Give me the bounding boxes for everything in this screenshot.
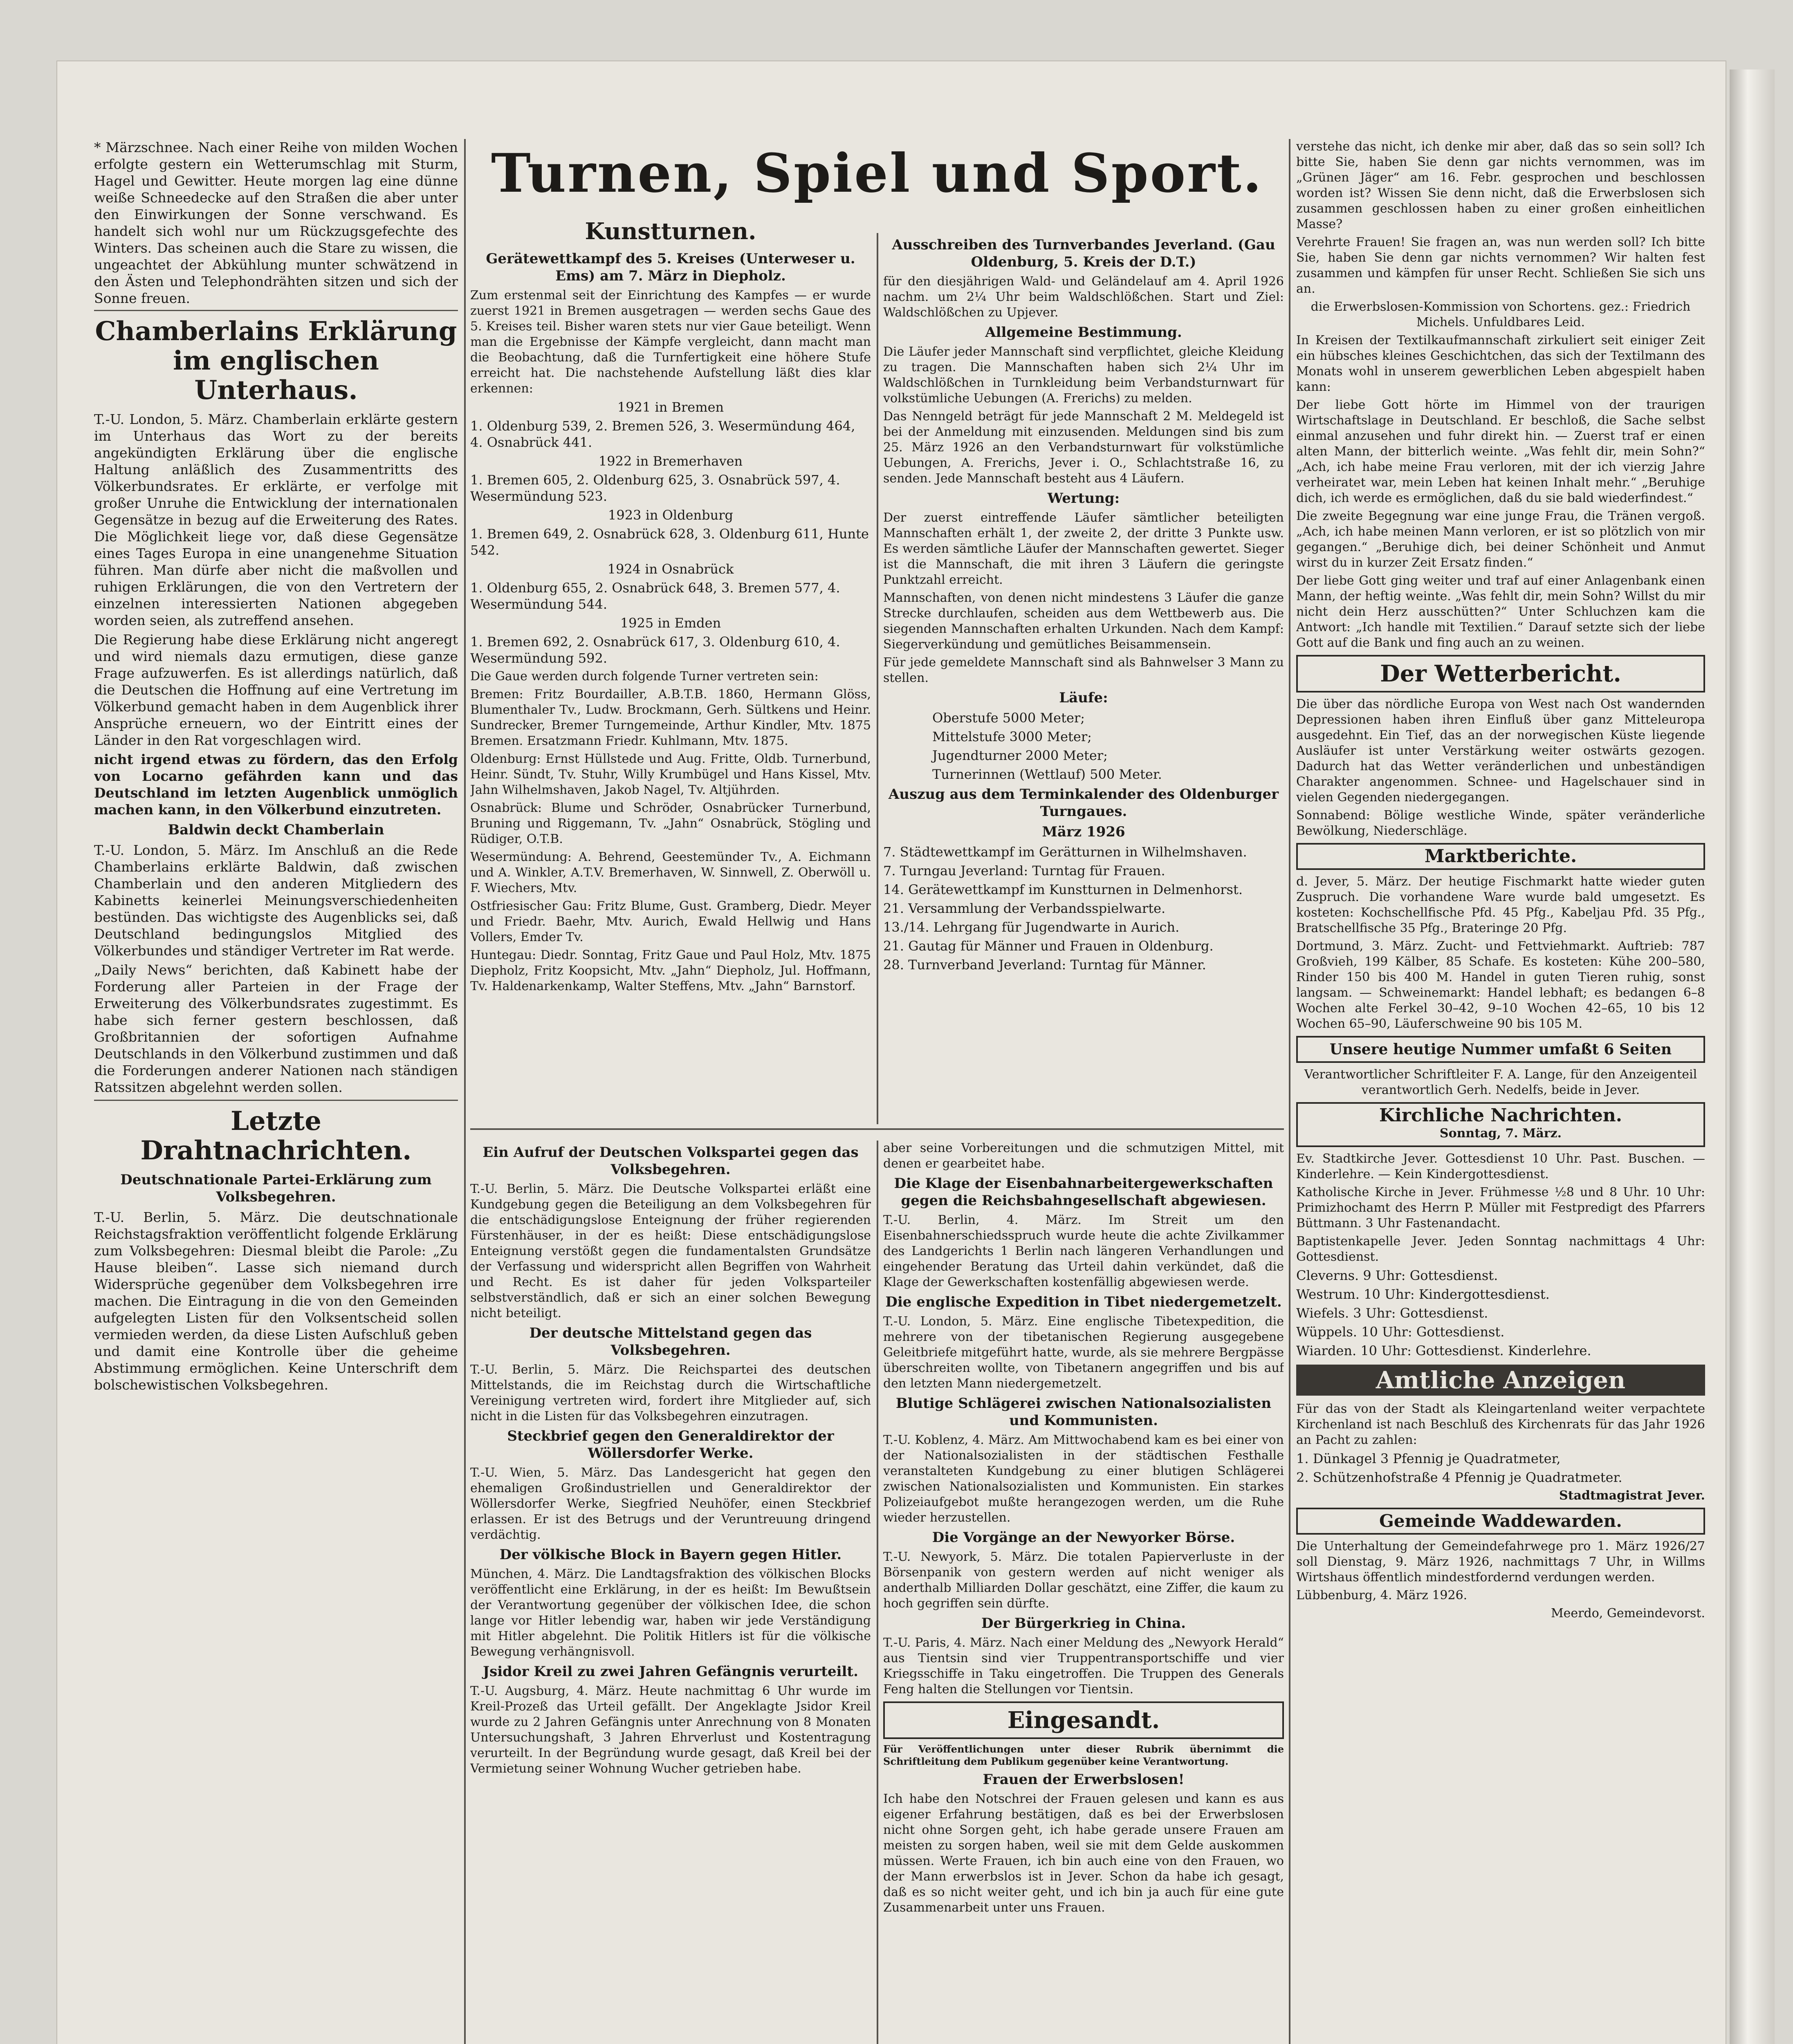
column-rule — [877, 233, 878, 1124]
headline-eingesandt: Eingesandt. — [1007, 1707, 1160, 1734]
headline-eisenbahn: Die Klage der Eisenbahnarbeitergewerkschaften gegen die Reichsbahngesellschaft abgewiesen. — [894, 1175, 1273, 1209]
article-turnverband: für den diesjährigen Wald- und Geländelauf am 4. April 1926 nachm. um 2¼ Uhr beim Waldschlößchen. Start und Ziel: Waldschlößchen zu Upjever. — [883, 274, 1284, 320]
section-rule — [470, 1128, 1284, 1130]
article-schlaegerei: T.-U. Koblenz, 4. März. Am Mittwochabend kam es bei einer von der Nationalsozialisten in der städtischen Festhalle veranstalteten Kundgebung zu einer blutigen Schlägerei zwischen Nationalsozialisten und Kommunisten. Ein starkes Polizeiaufgebot mußte herangezogen werden, um die Ruhe wieder herzustellen. — [883, 1433, 1284, 1525]
kirche-stadtkirche: Ev. Stadtkirche Jever. Gottesdienst 10 Uhr. Past. Buschen. — Kinderlehre. — Kein Kindergottesdienst. — [1296, 1152, 1705, 1181]
column-3 — [1296, 139, 1705, 2044]
news-snow: * Märzschnee. Nach einer Reihe von milden Wochen erfolgte gestern ein Wetterumschlag mit Sturm, Hagel und Gewitter. Heute morgen lag eine dünne weiße Schneedecke auf den Straßen die aber unter den Einwirkungen der Sonne verschwand. Es handelt sich wohl nur um Rückzugsgefechte des Winters. Das scheinen auch die Stare zu wissen, die ungeachtet der Abkühlung munter schwätzend in den Ästen und Telephondrähten sitzen und sich der Sonne freuen. — [94, 139, 458, 306]
result-line: 1. Oldenburg 539, 2. Bremen 526, 3. Wesermündung 464, 4. Osnabrück 441. — [470, 418, 855, 450]
team-bremen: Bremen: Fritz Bourdailler, A.B.T.B. 1860, Hermann Glöss, Blumenthaler Tv., Ludw. Brockmann, Gerh. Sültkens und Heinr. Sundrecker, Bremer Turngemeinde, Arthur Kindler, Mtv. 1875 Bremen. Ersatzmann Friedr. Kuhlmann, Mtv. 1875. — [470, 687, 871, 748]
wetter-box — [1296, 655, 1705, 693]
article-frauen-cont-2: Verehrte Frauen! Sie fragen an, was nun werden soll? Ich bitte Sie, haben Sie denn gar nichts vernommen? Wir halten fest zusammen und kämpfen für unser Recht. Schließen Sie sich uns an. — [1296, 235, 1705, 296]
headline-amtliche: Amtliche Anzeigen — [1296, 1365, 1705, 1396]
run-item: Mittelstufe 3000 Meter; — [932, 729, 1092, 744]
result-line: 1. Bremen 649, 2. Osnabrück 628, 3. Oldenburg 611, Hunte 542. — [470, 526, 869, 558]
result-year: 1922 in Bremerhaven — [598, 453, 743, 469]
article-kreil: T.-U. Augsburg, 4. März. Heute nachmittag 6 Uhr wurde im Kreil-Prozeß das Urteil gefällt. Der Angeklagte Jsidor Kreil wurde zu 2 Jahren Gefängnis unter Anrechnung von 8 Monaten Untersuchungshaft, 3 Jahren Ehrverlust und Kostentragung verurteilt. In der Begründung wurde gesagt, daß Kreil bei der Vermietung seiner Wohnung Wucher getrieben habe. — [470, 1684, 871, 1776]
article-china: T.-U. Paris, 4. März. Nach einer Meldung des „Newyork Herald“ aus Tientsin sind vier Truppentransportschiffe und vier Kriegsschiffe in Taku eingetroffen. Die Truppen des Generals Feng halten die Stellungen vor Tientsin. — [883, 1636, 1284, 1697]
result-year: 1925 in Emden — [620, 615, 721, 631]
article-chamberlain-2: Die Regierung habe diese Erklärung nicht angeregt und wird niemals dazu ermutigen, diese ganze Frage aufzuwerfen. Es ist allerdings natürlich, daß die Deutschen die Hoffnung auf eine Vertretung im Völkerbund gemacht haben in dem Augenblick ihrer Ansprüche erneuern, wo der Eintritt eines der Länder in den Rat vorgeschlagen wird. — [94, 632, 458, 748]
column-2b — [883, 233, 1284, 1124]
headline-drahtnachrichten: Letzte Drahtnachrichten. — [140, 1106, 412, 1166]
article-fischmarkt: d. Jever, 5. März. Der heutige Fischmarkt hatte wieder guten Zuspruch. Die vorhandene Ware wurde bald umgesetzt. Es kosteten: Kochschellfische Pfd. 45 Pfg., Kabeljau Pfd. 35 Pfg., Bratschellfische 35 Pfg., Brateringe 20 Pfg. — [1296, 874, 1705, 935]
run-item: Jugendturner 2000 Meter; — [932, 748, 1108, 763]
column-1 — [94, 139, 458, 2044]
article-geraetewettkampf: Zum erstenmal seit der Einrichtung des Kampfes — er wurde zuerst 1921 in Bremen ausgetragen — werden sechs Gaue des 5. Kreises teil. Bisher waren stets nur vier Gaue beteiligt. Wenn man die Ergebnisse der Kämpfe vergleicht, dann macht man die Beobachtung, daß die Turnfertigkeit eine höhere Stufe erreicht hat. Die nachstehende Aufstellung läßt dies klar erkennen: — [470, 288, 871, 396]
service-item: Wiarden. 10 Uhr: Gottesdienst. Kinderlehre. — [1296, 1343, 1591, 1358]
service-item: Wiefels. 3 Uhr: Gottesdienst. — [1296, 1305, 1488, 1321]
article-wetter-forecast: Sonnabend: Bölige westliche Winde, später veränderliche Bewölkung, Niederschläge. — [1296, 808, 1705, 838]
article-volkspartei: T.-U. Berlin, 5. März. Die Deutsche Volkspartei erläßt eine Kundgebung gegen die Beteiligung an dem Volksbegehren für die entschädigungslose Enteignung der früher regierenden Fürstenhäuser, in der es heißt: Diese entschädigungslose Enteignung verstößt gegen die fundamentalsten Grundsätze der Verfassung und widerspricht allen Begriffen von Wahrheit und Recht. Es ist daher für jeden Volksparteiler selbstverständlich, daß er sich an einer solchen Bewegung nicht beteiligt. — [470, 1182, 871, 1320]
article-baldwin-1: T.-U. London, 5. März. Im Anschluß an die Rede Chamberlains erklärte Baldwin, daß zwischen Chamberlain und den anderen Mitgliedern des Kabinetts keinerlei Meinungsverschiedenheiten bestünden. Das wichtigste des Augenblicks sei, daß Deutschland bedingungslos Mitglied des Völkerbundes und ständiger Vertreter im Rat werde. — [94, 842, 458, 959]
article-steckbrief: T.-U. Wien, 5. März. Das Landesgericht hat gegen den ehemaligen Großindustriellen und Generaldirektor der Wöllersdorfer Werke, Siegfried Neuhöfer, einen Steckbrief erlassen. Er ist des Betrugs und der Veruntreuung dringend verdächtig. — [470, 1466, 871, 1542]
headline-baldwin: Baldwin deckt Chamberlain — [168, 822, 384, 838]
article-wertung-3: Für jede gemeldete Mannschaft sind als Bahnwelser 3 Mann zu stellen. — [883, 655, 1284, 685]
event-item: 13./14. Lehrgang für Jugendwarte in Aurich. — [883, 919, 1180, 935]
headline-frauen: Frauen der Erwerbslosen! — [983, 1771, 1185, 1788]
headline-marktberichte: Marktberichte. — [1424, 846, 1577, 867]
event-item: 14. Gerätewettkampf im Kunstturnen in Delmenhorst. — [883, 882, 1243, 897]
eingesandt-box — [883, 1701, 1284, 1739]
story-part-3: Der liebe Gott ging weiter und traf auf einer Anlagenbank einen Mann, der heftig weinte. „Was fehlt dir, mein Sohn? Willst du mir nicht dein Herz ausschütten?“ Unter Schluchzen kam die Antwort: „Ich handle mit Textilien.“ Darauf setzte sich der liebe Gott auf die Bank und fing auch an zu weinen. — [1296, 574, 1705, 650]
service-item: Cleverns. 9 Uhr: Gottesdienst. — [1296, 1268, 1498, 1283]
signature-kommission: die Erwerbslosen-Kommission von Schortens. gez.: Friedrich Michels. Unfuldbares Leid. — [1311, 300, 1691, 329]
kirche-box — [1296, 1102, 1705, 1147]
column-rule — [877, 1141, 878, 2044]
article-viehmarkt: Dortmund, 3. März. Zucht- und Fettviehmarkt. Auftrieb: 787 Großvieh, 199 Kälber, 85 Schafe. Es kosteten: Kühe 200–580, Rinder 150 bis 400 M. Handel in guten Tieren ruhig, sonst langsam. — Schweinemarkt: Handel lebhaft; es bedangen 6–8 Wochen alte Ferkel 30–42, 9–10 Wochen 42–65, 10 bis 12 Wochen 65–90, Läuferschweine 90 bis 105 M. — [1296, 939, 1705, 1031]
headline-deutschnationale: Deutschnationale Partei-Erklärung zum Volksbegehren. — [120, 1172, 432, 1205]
newspaper-page — [57, 61, 1726, 2044]
headline-terminkalender: Auszug aus dem Terminkalender des Oldenburger Turngaues. — [888, 786, 1279, 820]
divider — [94, 310, 458, 311]
signature-gemeinde: Meerdo, Gemeindevorst. — [1551, 1606, 1705, 1620]
event-item: 21. Gautag für Männer und Frauen in Oldenburg. — [883, 938, 1214, 954]
nummer-box — [1296, 1036, 1705, 1063]
main-title: Turnen, Spiel und Sport. — [491, 142, 1263, 204]
article-baldwin-2: „Daily News“ berichten, daß Kabinett habe der Forderung aller Parteien in der Frage der Erweiterung des Völkerbundsrates zugestimmt. Es habe sich ferner gestern beschlossen, daß Großbritannien der sofortigen Aufnahme Deutschlands in den Völkerbund zustimmen und daß die Forderungen anderer Nationen nach ständigen Ratssitzen abgelehnt werden sollen. — [94, 962, 458, 1095]
impressum: Verantwortlicher Schriftleiter F. A. Lange, für den Anzeigenteil verantwortlich Gerh. Nedelfs, beide in Jever. — [1304, 1067, 1697, 1097]
story-part-2: Die zweite Begegnung war eine junge Frau, die Tränen vergoß. „Ach, ich habe meinen Mann verloren, er ist so plötzlich von mir gegangen.“ „Beruhige dich, bei deiner Schönheit und Anmut wirst du in kurzer Zeit Ersatz finden.“ — [1296, 509, 1705, 570]
headline-laeufe: Läufe: — [1059, 690, 1108, 706]
gemeinde-date: Lübbenburg, 4. März 1926. — [1296, 1588, 1468, 1602]
story-intro: In Kreisen der Textilkaufmannschaft zirkuliert seit einiger Zeit ein hübsches kleines Geschichtchen, das sich der Textilmann des Monats wohl in unserem gewerblichen Leben abgespielt haben kann: — [1296, 333, 1705, 394]
article-tibet: T.-U. London, 5. März. Eine englische Tibetexpedition, die mehrere von der tibetanischen Regierung ausgegebene Geleitbriefe mitgeführt hatte, wurde, als sie mehrere Bergpässe überschreiten wollte, von Tibetanern angegriffen und bis auf den letzten Mann niedergemetzelt. — [883, 1314, 1284, 1391]
page-edge-shadow — [1730, 69, 1775, 2044]
headline-wertung: Wertung: — [1047, 490, 1120, 507]
run-item: Oberstufe 5000 Meter; — [932, 710, 1085, 726]
headline-boerse: Die Vorgänge an der Newyorker Börse. — [932, 1529, 1235, 1546]
eingesandt-note: Für Veröffentlichungen unter dieser Rubrik übernimmt die Schriftleitung dem Publikum gegenüber keine Verantwortung. — [883, 1743, 1284, 1767]
team-wesermuendung: Wesermündung: A. Behrend, Geestemünder Tv., A. Eichmann und A. Winkler, A.T.V. Bremerhaven, W. Sinnwell, Z. Oberwöll u. F. Wiechers, Mtv. — [470, 850, 871, 895]
column-2a-lower — [470, 1141, 871, 2044]
headline-voelkischer-block: Der völkische Block in Bayern gegen Hitler. — [499, 1546, 842, 1563]
event-item: 21. Versammlung der Verbandsspielwarte. — [883, 901, 1166, 916]
headline-turnverband: Ausschreiben des Turnverbandes Jeverland. (Gau Oldenburg, 5. Kreis der D.T.) — [892, 237, 1275, 270]
run-item: Turnerinnen (Wettlauf) 500 Meter. — [932, 766, 1162, 782]
article-frauen-cont: verstehe das nicht, ich denke mir aber, daß das so sein soll? Ich bitte Sie, haben Sie denn gar nichts vernommen, was im „Grünen Jäger“ am 16. Febr. gesprochen und beschlossen worden ist? Wissen Sie denn nicht, daß die Erwerbslosen sich zusammen geschlossen haben zu einer großen einheitlichen Masse? — [1296, 139, 1705, 231]
event-item: 7. Turngau Jeverland: Turntag für Frauen. — [883, 863, 1165, 879]
result-year: 1924 in Osnabrück — [607, 561, 734, 577]
kirche-baptisten: Baptistenkapelle Jever. Jeden Sonntag nachmittags 4 Uhr: Gottesdienst. — [1296, 1234, 1705, 1264]
column-2b-lower — [883, 1141, 1284, 2044]
article-wertung-2: Mannschaften, von denen nicht mindestens 3 Läufer die ganze Strecke durchlaufen, scheiden aus dem Wettbewerb aus. Die siegenden Mannschaften erhalten Urkunden. Nach dem Kampf: Siegerverkündung und gemütliches Beisammensein. — [883, 591, 1284, 652]
headline-steckbrief: Steckbrief gegen den Generaldirektor der Wöllersdorfer Werke. — [507, 1428, 834, 1461]
headline-wetterbericht: Der Wetterbericht. — [1380, 660, 1621, 687]
gemeinde-text: Die Unterhaltung der Gemeindefahrwege pro 1. März 1926/27 soll Dienstag, 9. März 1926, nachmittags 7 Uhr, in Willms Wirtshaus öffentlich mindestfordernd verdungen werden. — [1296, 1539, 1705, 1585]
event-item: 7. Städtewettkampf im Gerätturnen in Wilhelmshaven. — [883, 844, 1247, 860]
story-part-1: Der liebe Gott hörte im Himmel von der traurigen Wirtschaftslage in Deutschland. Er beschloß, die Sache selbst einmal anzusehen und fuhr direkt hin. — Zuerst traf er einen alten Mann, der bitterlich weinte. „Was fehlt dir, mein Sohn?“ „Ach, ich habe meine Frau verloren, mit der ich vierzig Jahre verheiratet war, mein Leben hat keinen Inhalt mehr.“ „Beruhige dich, ich werde es ermöglichen, daß du sie bald wiederfindest.“ — [1296, 398, 1705, 505]
gemeinde-box — [1296, 1508, 1705, 1535]
headline-geraetewettkampf: Gerätewettkampf des 5. Kreises (Unterweser u. Ems) am 7. März in Diepholz. — [486, 251, 855, 284]
headline-gemeinde: Gemeinde Waddewarden. — [1379, 1511, 1622, 1531]
headline-china: Der Bürgerkrieg in China. — [981, 1615, 1186, 1632]
article-deutschnationale: T.-U. Berlin, 5. März. Die deutschnationale Reichstagsfraktion veröffentlicht folgende Erklärung zum Volksbegehren: Diesmal bleibt die Parole: „Zu Hause bleiben“. Lasse sich niemand durch Widersprüche gegenüber dem Volksbegehren irre machen. Die Eintragung in die von den Gemeinden aufgelegten Listen für den Volksentscheid sollen vermieden werden, da diese Listen Aufschluß geben und damit eine Kontrolle über die geheime Abstimmung ermöglichen. Keine Unterschrift dem bolschewistischen Volksbegehren. — [94, 1209, 458, 1393]
result-year: 1921 in Bremen — [617, 399, 724, 415]
fee-item: 2. Schützenhofstraße 4 Pfennig je Quadratmeter. — [1296, 1470, 1622, 1485]
headline-schlaegerei: Blutige Schlägerei zwischen Nationalsozialisten und Kommunisten. — [895, 1395, 1272, 1429]
event-item: 28. Turnverband Jeverland: Turntag für Männer. — [883, 957, 1206, 973]
service-item: Westrum. 10 Uhr: Kindergottesdienst. — [1296, 1286, 1550, 1302]
markt-box — [1296, 843, 1705, 870]
fee-item: 1. Dünkagel 3 Pfennig je Quadratmeter, — [1296, 1451, 1561, 1466]
result-line: 1. Bremen 605, 2. Oldenburg 625, 3. Osnabrück 597, 4. Wesermündung 523. — [470, 472, 840, 504]
article-bestimmung-1: Die Läufer jeder Mannschaft sind verpflichtet, gleiche Kleidung zu tragen. Die Mannschaften haben sich 2¼ Uhr im Waldschlößchen in Turnkleidung beim Verbandsturnwart für volkstümliche Uebungen (A. Frerichs) zu melden. — [883, 345, 1284, 406]
service-item: Wüppels. 10 Uhr: Gottesdienst. — [1296, 1324, 1505, 1340]
team-intro: Die Gaue werden durch folgende Turner vertreten sein: — [470, 669, 819, 684]
team-osnabrueck: Osnabrück: Blume und Schröder, Osnabrücker Turnerbund, Bruning und Riggemann, Tv. „Jahn“ Osnabrück, Stögling und Rüdiger, O.T.B. — [470, 801, 871, 846]
result-year: 1923 in Oldenburg — [608, 507, 733, 523]
signature-magistrat: Stadtmagistrat Jever. — [1559, 1488, 1705, 1503]
article-bestimmung-2: Das Nenngeld beträgt für jede Mannschaft 2 M. Meldegeld ist bei der Anmeldung mit einzusenden. Meldungen sind bis zum 25. März 1926 an den Verbandsturnwart für volkstümliche Uebungen, A. Frerichs, Jever i. O., Schlachtstraße 16, zu senden. Jede Mannschaft besteht aus 4 Läufern. — [883, 409, 1284, 486]
headline-chamberlain: Chamberlains Erklärung im englischen Unterhaus. — [95, 316, 457, 406]
article-continuation: aber seine Vorbereitungen und die schmutzigen Mittel, mit denen er gearbeitet habe. — [883, 1141, 1284, 1171]
article-wertung-1: Der zuerst eintreffende Läufer sämtlicher beteiligten Mannschaften erhält 1, der zweite 2, der dritte 3 Punkte usw. Es werden sämtliche Läufer der Mannschaften gewertet. Sieger ist die Mannschaft, die mit ihren 3 Läufern die geringste Punktzahl erreicht. — [883, 511, 1284, 587]
headline-mittelstand: Der deutsche Mittelstand gegen das Volksbegehren. — [529, 1325, 812, 1358]
kirche-date: Sonntag, 7. März. — [1439, 1126, 1562, 1141]
column-rule — [464, 139, 466, 2044]
result-line: 1. Oldenburg 655, 2. Osnabrück 648, 3. Bremen 577, 4. Wesermündung 544. — [470, 580, 840, 612]
terminkalender-month: März 1926 — [1042, 824, 1125, 840]
article-voelkischer-block: München, 4. März. Die Landtagsfraktion des völkischen Blocks veröffentlicht eine Erklärung, in der es heißt: Im Bewußtsein der Verantwortung gegenüber der völkischen Idee, die schon lange vor Hitler lebendig war, haben wir jede Verständigung mit Hitler abgelehnt. Die Politik Hitlers ist für die völkische Bewegung verhängnisvoll. — [470, 1567, 871, 1659]
team-oldenburg: Oldenburg: Ernst Hüllstede und Aug. Fritte, Oldb. Turnerbund, Heinr. Sündt, Tv. Stuhr, Willy Krumbügel und Hans Kissel, Mtv. Jahn Wilhelmshaven, Jakob Nagel, Tv. Altjührden. — [470, 752, 871, 797]
article-chamberlain-1: T.-U. London, 5. März. Chamberlain erklärte gestern im Unterhaus das Wort zu der bereits angekündigten Erklärung über die englische Haltung anläßlich des Zusammentritts des Völkerbundsrates. Er erklärte, er verfolge mit großer Unruhe die Entwicklung der internationalen Gegensätze in bezug auf die Erweiterung des Rates. Die Möglichkeit liege vor, daß diese Gegensätze eines Tages Europa in eine unangenehme Situation führen. Man dürfe aber nicht die maßvollen und ruhigen Erklärungen, die von den Vertretern der einzelnen interessierten Nationen abgegeben worden seien, als zutreffend ansehen. — [94, 411, 458, 628]
section-subtitle: Kunstturnen. — [585, 218, 756, 245]
result-line: 1. Bremen 692, 2. Osnabrück 617, 3. Oldenburg 610, 4. Wesermündung 592. — [470, 634, 840, 666]
column-rule — [1289, 139, 1290, 2044]
headline-bestimmung: Allgemeine Bestimmung. — [985, 324, 1182, 341]
article-wetter: Die über das nördliche Europa von West nach Ost wandernden Depressionen haben ihren Einfluß über ganz Mitteleuropa ausgedehnt. Ein Tief, das an der norwegischen Küste liegende Ausläufer ist unter Verstärkung weiter ostwärts gezogen. Dadurch hat das Wetter veränderlichen und unbeständigen Charakter angenommen. Schnee- und Hagelschauer sind in vielen Gegenden niedergegangen. — [1296, 697, 1705, 805]
article-mittelstand: T.-U. Berlin, 5. März. Die Reichspartei des deutschen Mittelstands, die im Reichstag durch die Wirtschaftliche Vereinigung vertreten wird, fordert ihre Mitglieder auf, sich nicht in die Listen für das Volksbegehren einzutragen. — [470, 1363, 871, 1423]
headline-tibet: Die englische Expedition in Tibet niedergemetzelt. — [885, 1294, 1282, 1310]
column-2a — [470, 213, 871, 1124]
headline-kreil: Jsidor Kreil zu zwei Jahren Gefängnis verurteilt. — [483, 1663, 858, 1680]
kirche-katholisch: Katholische Kirche in Jever. Frühmesse ½8 und 8 Uhr. 10 Uhr: Primizhochamt des Herrn P. Müller mit Festpredigt des Pfarrers Büttmann. 3 Uhr Fastenandacht. — [1296, 1185, 1705, 1230]
divider — [94, 1100, 458, 1101]
article-eisenbahn: T.-U. Berlin, 4. März. Im Streit um den Eisenbahnerschiedsspruch wurde heute die achte Zivilkammer des Landgerichts 1 Berlin nach längeren Verhandlungen und eingehender Beratung das Urteil dahin verkündet, daß die Klage der Gewerkschaften kostenfällig abgewiesen werde. — [883, 1213, 1284, 1289]
article-chamberlain-bold: nicht irgend etwas zu fördern, das den Erfolg von Locarno gefährden kann und das Deutschland im letzten Augenblick unmöglich machen kann, in den Völkerbund einzutreten. — [94, 751, 458, 818]
article-boerse: T.-U. Newyork, 5. März. Die totalen Papierverluste in der Börsenpanik von gestern werden auf nicht weniger als anderthalb Milliarden Dollar geschätzt, eine Ziffer, die kaum zu hoch gegriffen sein dürfte. — [883, 1550, 1284, 1611]
team-ostfriesland: Ostfriesischer Gau: Fritz Blume, Gust. Gramberg, Diedr. Meyer und Friedr. Baehr, Mtv. Aurich, Ewald Hellwig und Hans Vollers, Emder Tv. — [470, 899, 871, 944]
headline-volkspartei: Ein Aufruf der Deutschen Volkspartei gegen das Volksbegehren. — [482, 1144, 859, 1178]
nummer-notice: Unsere heutige Nummer umfaßt 6 Seiten — [1329, 1041, 1672, 1058]
amtliche-text: Für das von der Stadt als Kleingartenland weiter verpachtete Kirchenland ist nach Beschluß des Kirchenrats für das Jahr 1926 an Pacht zu zahlen: — [1296, 1402, 1705, 1447]
team-huntegau: Huntegau: Diedr. Sonntag, Fritz Gaue und Paul Holz, Mtv. 1875 Diepholz, Fritz Koopsicht, Mtv. „Jahn“ Diepholz, Jul. Hoffmann, Tv. Haldenarkenkamp, Walter Steffens, Mtv. „Jahn“ Barnstorf. — [470, 948, 871, 993]
article-frauen: Ich habe den Notschrei der Frauen gelesen und kann es aus eigener Erfahrung bestätigen, daß es bei der Erwerbslosen nicht ohne Sorgen geht, ich habe gerade unsere Frauen am meisten zu sorgen haben, weil sie mit dem Gelde auskommen müssen. Werte Frauen, ich bin auch eine von den Frauen, wo der Mann erwerbslos ist in Jever. Schon da habe ich gesagt, daß es so nicht weiter geht, und ich bin ja auch für eine gute Zusammenarbeit unter uns Frauen. — [883, 1792, 1284, 1915]
headline-kirchliche: Kirchliche Nachrichten. — [1379, 1105, 1622, 1126]
